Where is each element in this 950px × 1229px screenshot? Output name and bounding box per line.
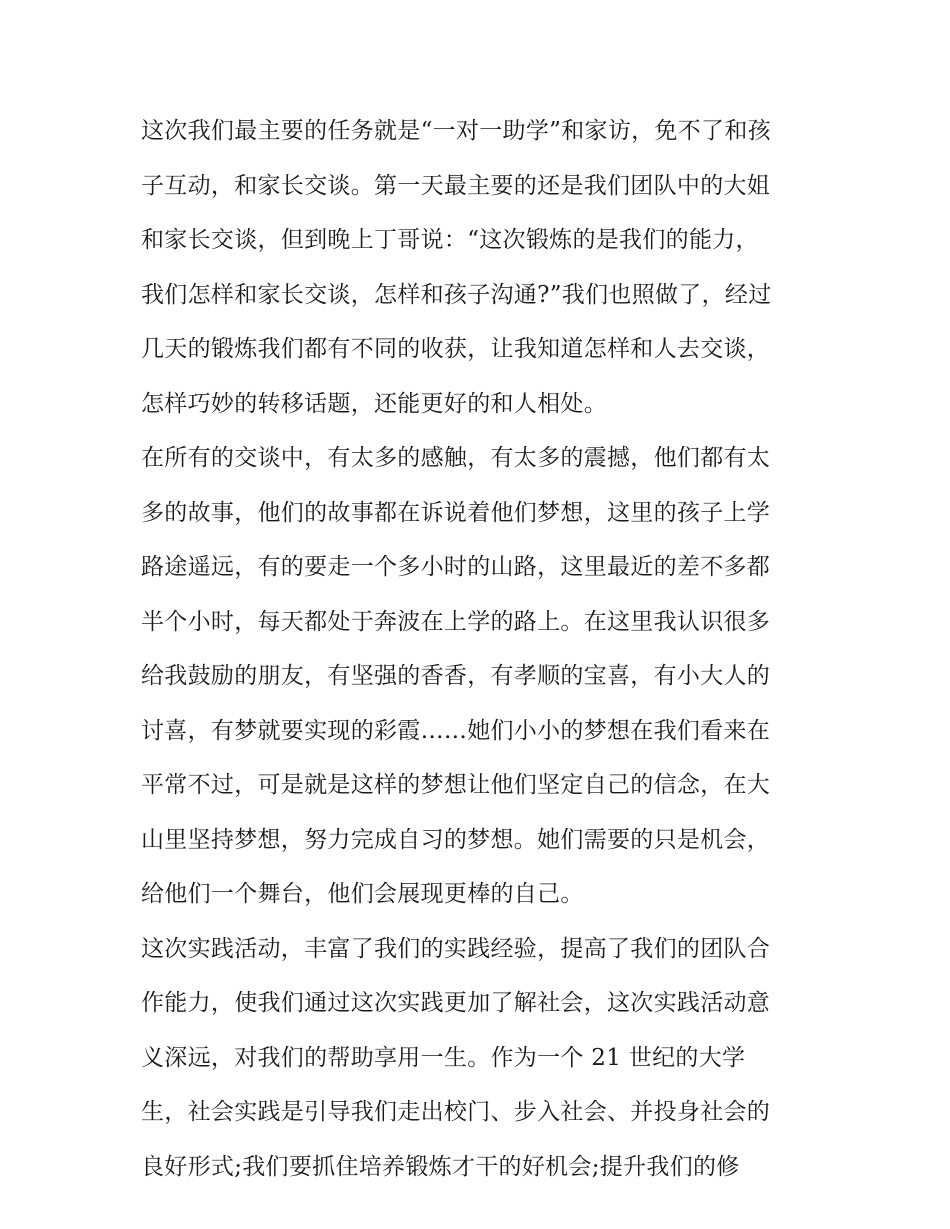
text-line: 半个小时，每天都处于奔波在上学的路上。在这里我认识很多 (141, 608, 771, 635)
text-line: 多的故事，他们的故事都在诉说着他们梦想，这里的孩子上学 (141, 499, 771, 526)
text-line: 这次我们最主要的任务就是“一对一助学”和家访，免不了和孩 (141, 118, 771, 144)
text-line: 给我鼓励的朋友，有坚强的香香，有孝顺的宝喜，有小大人的 (141, 663, 771, 689)
text-line: 良好形式;我们要抓住培养锻炼才干的好机会;提升我们的修 (141, 1153, 740, 1180)
text-line: 几天的锻炼我们都有不同的收获，让我知道怎样和人去交谈， (141, 336, 771, 362)
text-line: 怎样巧妙的转移话题，还能更好的和人相处。 (141, 390, 607, 417)
document-body (141, 104, 821, 1194)
text-line: 和家长交谈，但到晚上丁哥说：“这次锻炼的是我们的能力， (141, 227, 759, 253)
text-line: 平常不过，可是就是这样的梦想让他们坚定自己的信念，在大 (141, 772, 771, 798)
text-line: 子互动，和家长交谈。第一天最主要的还是我们团队中的大姐 (141, 172, 771, 199)
text-line: 生，社会实践是引导我们走出校门、步入社会、并投身社会的 (141, 1099, 771, 1125)
text-line: 我们怎样和家长交谈，怎样和孩子沟通?”我们也照做了，经过 (141, 281, 772, 308)
text-line: 义深远，对我们的帮助享用一生。作为一个 21 世纪的大学 (141, 1044, 746, 1071)
text-line: 作能力，使我们通过这次实践更加了解社会，这次实践活动意 (141, 990, 771, 1016)
text-line: 山里坚持梦想，努力完成自习的梦想。她们需要的只是机会， (141, 826, 771, 853)
text-line: 讨喜，有梦就要实现的彩霞……她们小小的梦想在我们看来在 (141, 717, 771, 744)
text-line: 路途遥远，有的要走一个多小时的山路，这里最近的差不多都 (141, 554, 771, 580)
text-line: 这次实践活动，丰富了我们的实践经验，提高了我们的团队合 (141, 935, 771, 962)
text-line: 在所有的交谈中，有太多的感触，有太多的震撼，他们都有太 (141, 445, 771, 471)
text-line: 给他们一个舞台，他们会展现更棒的自己。 (141, 881, 584, 907)
